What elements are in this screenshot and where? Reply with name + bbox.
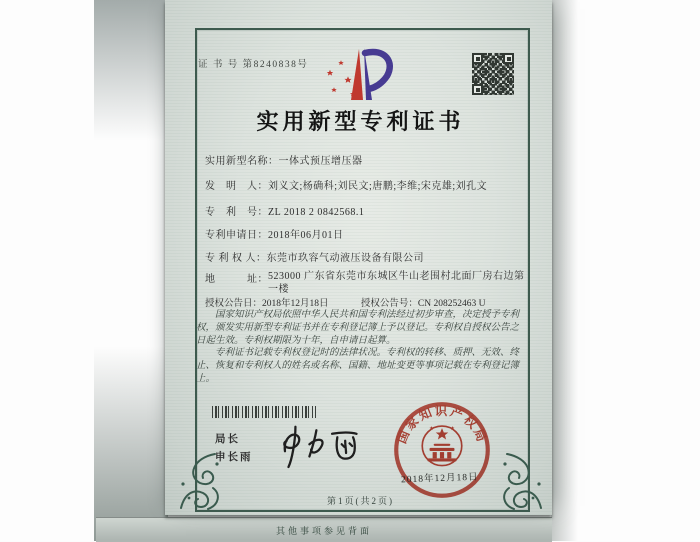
field-label: 地 址： (205, 274, 268, 285)
right-shadow (551, 0, 587, 541)
signer-title: 局长 (215, 434, 240, 445)
field-row (205, 226, 344, 241)
back-note: 其他事项参见背面 (275, 525, 372, 536)
field-label: 实用新型名称： (205, 156, 279, 167)
signature-handwriting (271, 420, 367, 472)
field-label: 专 利 号： (205, 207, 268, 218)
field-value: 523000 广东省东莞市东城区牛山老围村北面厂房右边第一楼 (268, 271, 525, 295)
seal-date: 2018年12月18日 (400, 472, 479, 486)
field-row (205, 203, 364, 218)
field-value: 2018年12月18日 (262, 299, 329, 309)
page-footer: 第1页(共2页) (327, 496, 394, 506)
grant-row (205, 295, 485, 309)
official-seal-icon (390, 398, 494, 502)
barcode-icon (212, 406, 316, 418)
field-value: ZL 2018 2 0842568.1 (268, 207, 365, 218)
legal-paragraph: 国家知识产权局依照中华人民共和国专利法经过初步审查，决定授予专利权，颁发实用新型专利证书并在专利登记簿上予以登记。专利权自授权公告之日起生效。专利权期限为十年，自申请日起算。 (196, 310, 520, 346)
svg-text:国家知识产权局 (395, 403, 490, 446)
field-row (205, 177, 487, 192)
certificate-page (165, 0, 552, 515)
field-row (205, 249, 424, 264)
legal-text (196, 309, 523, 386)
field-value: 2018年06月01日 (268, 230, 344, 241)
cnipa-logo (323, 46, 401, 104)
signer-name: 申长雨 (215, 452, 253, 463)
qr-code-icon (472, 53, 514, 95)
field-label: 授权公告号： (360, 299, 418, 309)
field-label: 发 明 人： (205, 181, 268, 192)
qr-finder-icon (472, 84, 483, 95)
field-value: 刘义文;杨确科;刘民文;唐鹏;李维;宋克雄;刘孔文 (268, 181, 488, 192)
field-row-address (205, 270, 530, 296)
field-label: 专 利 权 人： (205, 253, 267, 264)
qr-finder-icon (503, 53, 514, 64)
field-row (205, 152, 363, 167)
seal-text: 国家知识产权局 (394, 403, 490, 446)
qr-finder-icon (472, 53, 483, 64)
field-value: 一体式预压增压器 (278, 156, 363, 167)
left-shadow (94, 0, 168, 541)
certificate-title: 实用新型专利证书 (256, 109, 465, 134)
legal-paragraph: 专利证书记载专利权登记时的法律状况。专利权的转移、质押、无效、终止、恢复和专利权人的姓名或名称、国籍、地址变更等事项记载在专利登记簿上。 (196, 348, 520, 384)
certificate-number: 证 书 号 第8240838号 (198, 60, 309, 70)
field-label: 授权公告日： (205, 299, 263, 309)
back-page-strip (96, 517, 552, 542)
field-label: 专利申请日： (205, 230, 268, 241)
field-value: CN 208252463 U (417, 299, 486, 309)
field-value: 东莞市玖容气动液压设备有限公司 (266, 253, 424, 264)
